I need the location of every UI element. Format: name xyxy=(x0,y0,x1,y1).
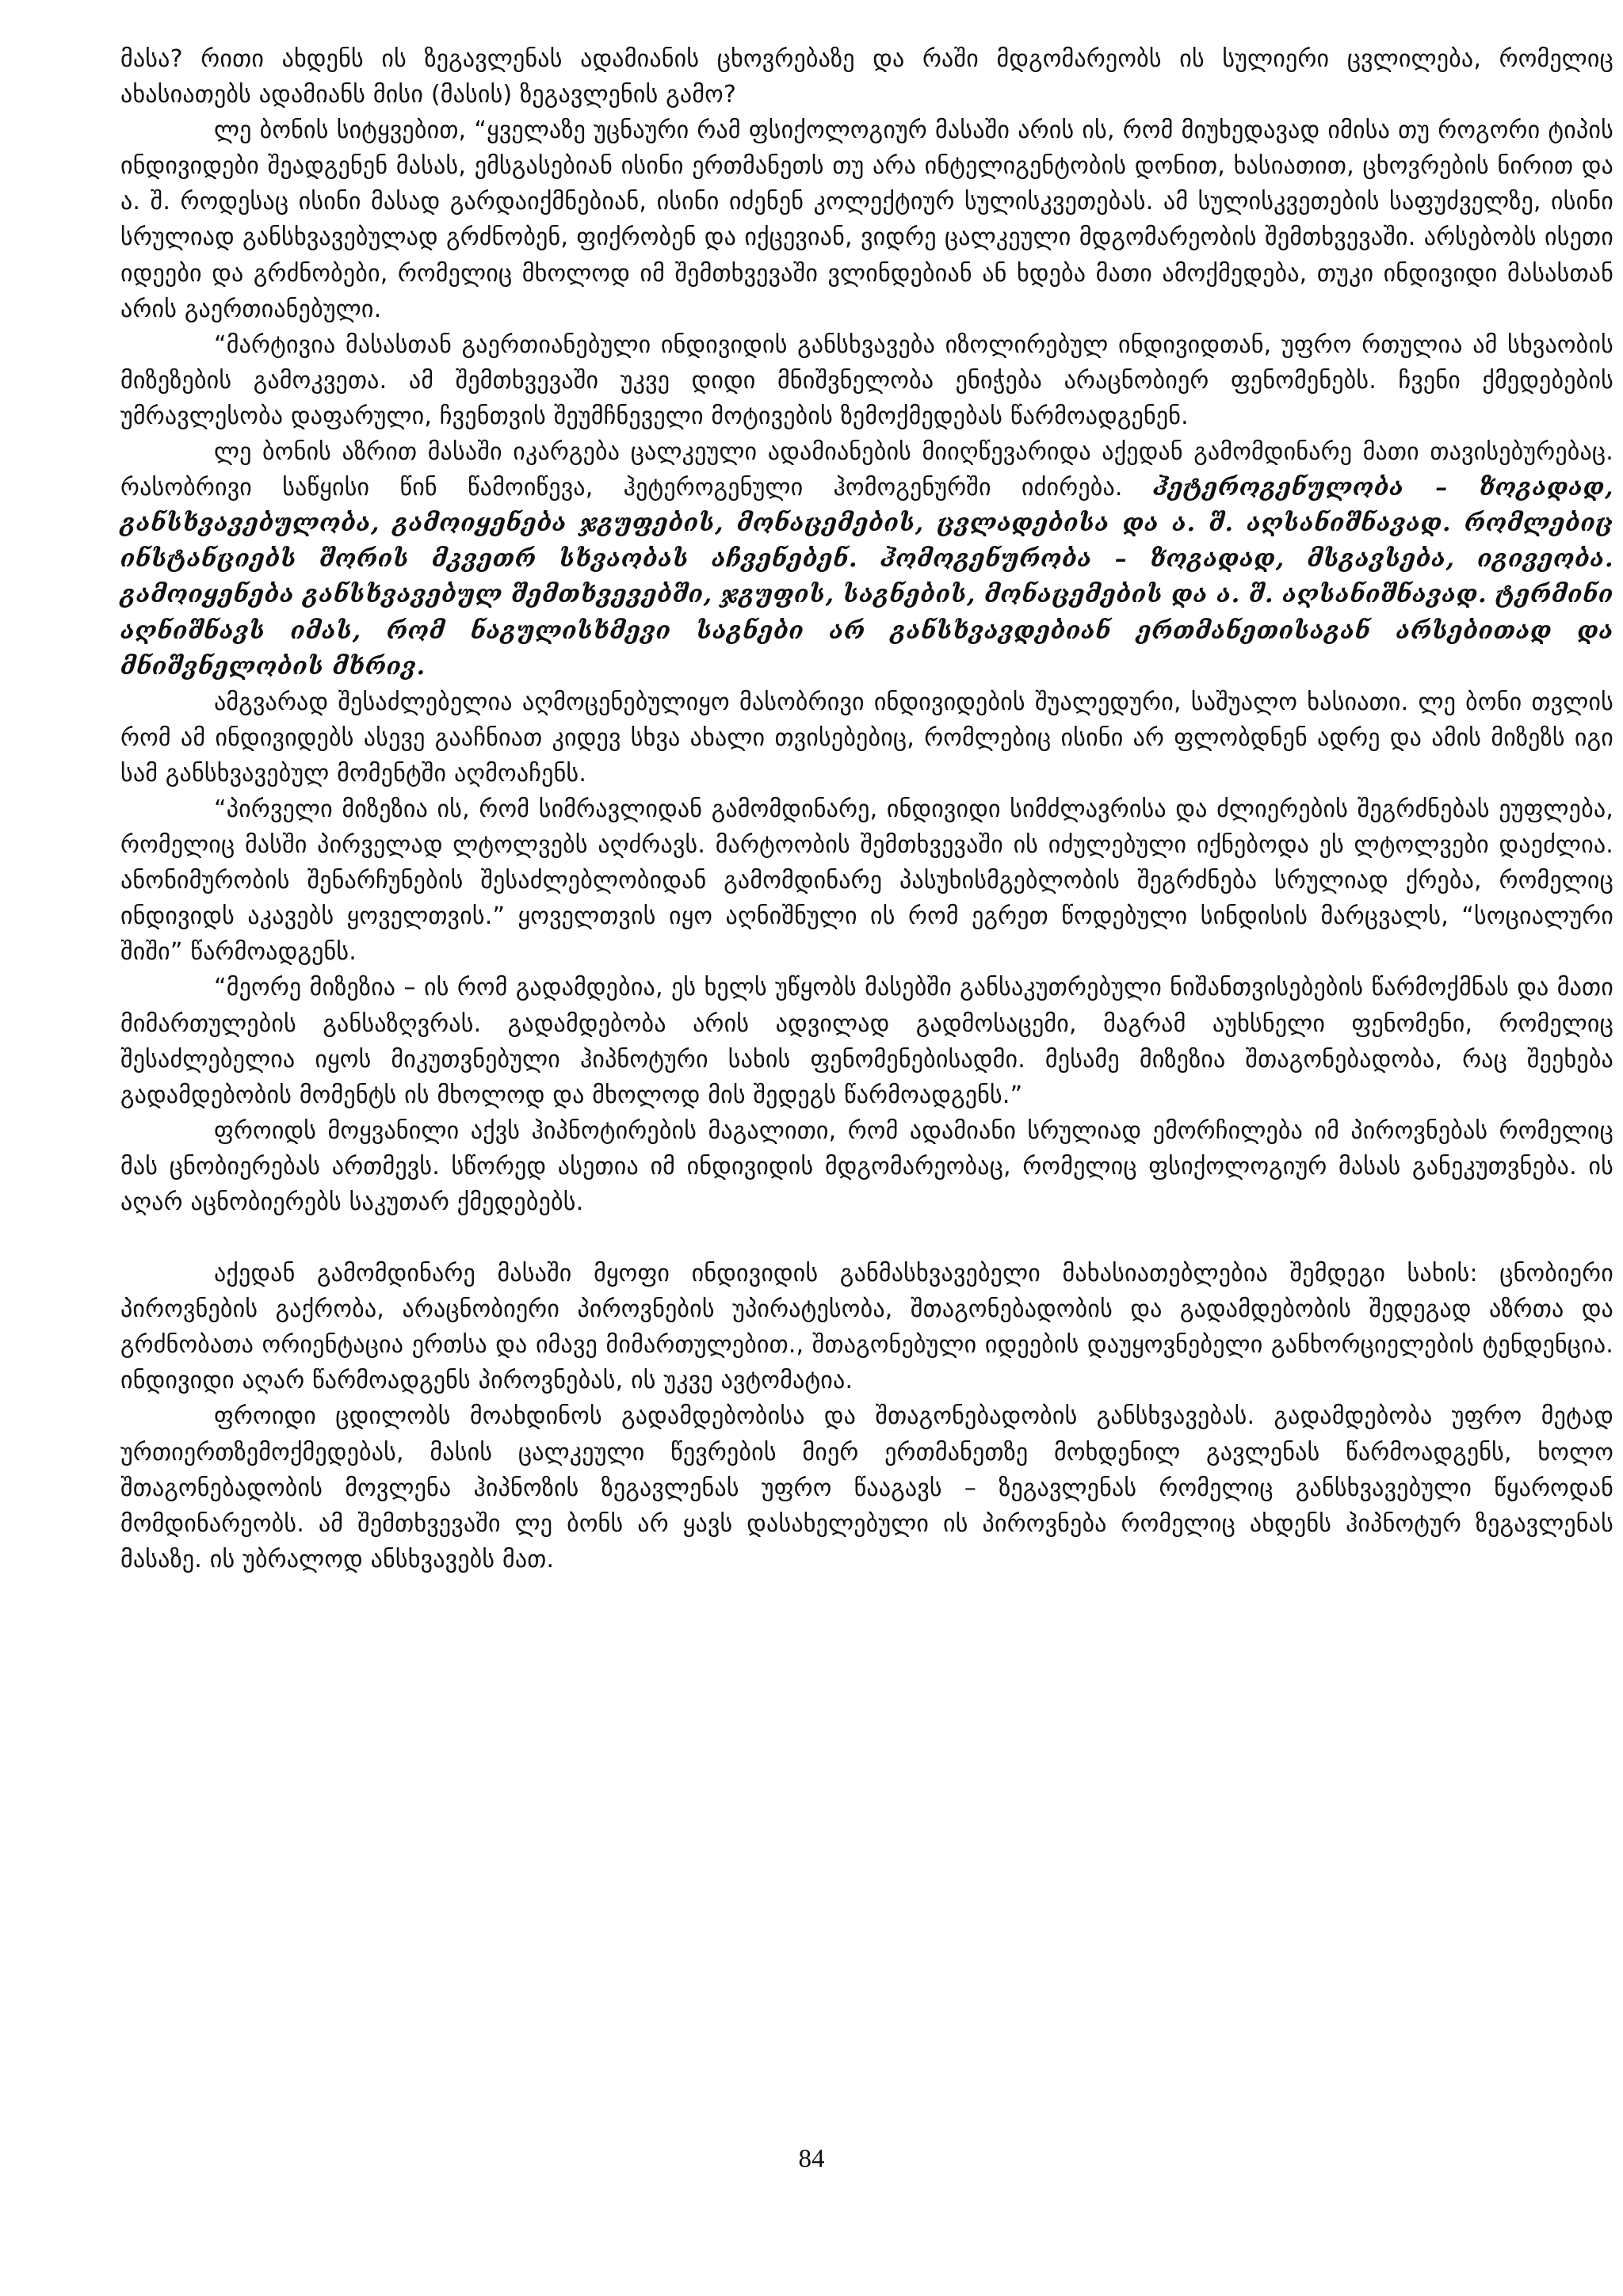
definition-note: ჰეტეროგენულობა – ზოგადად, განსხვავებულობა, გამოიყენება ჯგუფების, მონაცემების, ცვლადებისა და ა. შ. აღსანიშნავად. რომლებიც ინსტანციებს შორის მკვეთრ სხვაობას აჩვენებენ. ჰომოგენურობა – ზოგადად, მსგავსება, იგივეობა. გამოიყენება განსხვავებულ შემთხვევებში, ჯგუფის, საგნების, მონაცემების და ა. შ. აღსანიშნავად. ტერმინი აღნიშნავს იმას, რომ ნაგულისხმევი საგნები არ განსხვავდებიან ერთმანეთისაგან არსებითად და მნიშვნელობის მხრივ. xyxy=(120,474,1613,681)
paragraph-text: ფროიდი ცდილობს მოახდინოს გადამდებობისა და შთაგონებადობის განსხვავებას. გადამდებობა უფრო მეტად ურთიერთზემოქმედებას, მასის ცალკეული წევრების მიერ ერთმანეთზე მოხდენილ გავლენას წარმოადგენს, ხოლო შთაგონებადობის მოვლენა ჰიპნოზის ზეგავლენას უფრო წააგავს – ზეგავლენას რომელიც განსხვავებული წყაროდან მომდინარეობს. ამ შემთხვევაში ლე ბონს არ ყავს დასახელებული ის პიროვნება რომელიც ახდენს ჰიპნოტურ ზეგავლენას მასაზე. ის უბრალოდ ანსხვავებს მათ. xyxy=(120,1402,1613,1573)
document-body xyxy=(120,41,1613,1577)
paragraph-10 xyxy=(120,1398,1613,1577)
paragraph-text: ლე ბონის აზრით მასაში იკარგება ცალკეული ადამიანების მიიღწევარიდა აქედან გამომდინარე მათი თავისებურებაც. რასობრივი საწყისი წინ წამოიწევა, ჰეტეროგენული ჰომოგენურში იძირება. xyxy=(120,438,1613,502)
paragraph-3 xyxy=(120,327,1613,434)
paragraph-text: ამგვარად შესაძლებელია აღმოცენებულიყო მასობრივი ინდივიდების შუალედური, საშუალო ხასიათი. ლე ბონი თვლის რომ ამ ინდივიდებს ასევე გააჩნიათ კიდევ სხვა ახალი თვისებებიც, რომლებიც ისინი არ ფლობდნენ ადრე და ამის მიზეზს იგი სამ განსხვავებულ მომენტში აღმოაჩენს. xyxy=(120,688,1613,788)
paragraph-text: “მარტივია მასასთან გაერთიანებული ინდივიდის განსხვავება იზოლირებულ ინდივიდთან, უფრო რთულია ამ სხვაობის მიზეზების გამოკვეთა. ამ შემთხვევაში უკვე დიდი მნიშვნელობა ენიჭება არაცნობიერ ფენომენებს. ჩვენი ქმედებების უმრავლესობა დაფარული, ჩვენთვის შეუმჩნეველი მოტივების ზემოქმედებას წარმოადგენენ. xyxy=(120,330,1613,430)
paragraph-1 xyxy=(120,41,1613,113)
paragraph-4 xyxy=(120,434,1613,685)
paragraph-5 xyxy=(120,685,1613,791)
paragraph-text: “მეორე მიზეზია – ის რომ გადამდებია, ეს ხელს უწყობს მასებში განსაკუთრებული ნიშანთვისებების წარმოქმნას და მათი მიმართულების განსაზღვრას. გადამდებობა არის ადვილად გადმოსაცემი, მაგრამ აუხსნელი ფენომენი, რომელიც შესაძლებელია იყოს მიკუთვნებული ჰიპნოტური სახის ფენომენებისადმი. მესამე მიზეზია შთაგონებადობა, რაც შეეხება გადამდებობის მომენტს ის მხოლოდ და მხოლოდ მის შედეგს წარმოადგენს.” xyxy=(120,974,1613,1109)
paragraph-2 xyxy=(120,113,1613,327)
paragraph-7 xyxy=(120,970,1613,1112)
paragraph-6 xyxy=(120,791,1613,970)
paragraph-text: აქედან გამომდინარე მასაში მყოფი ინდივიდის განმასხვავებელი მახასიათებლებია შემდეგი სახის: ცნობიერი პიროვნების გაქრობა, არაცნობიერი პიროვნების უპირატესობა, შთაგონებადობის და გადამდებობის შედეგად აზრთა და გრძნობათა ორიენტაცია ერთსა და იმავე მიმართულებით., შთაგონებული იდეების დაუყოვნებელი განხორციელების ტენდენცია. ინდივიდი აღარ წარმოადგენს პიროვნებას, ის უკვე ავტომატია. xyxy=(120,1260,1613,1395)
paragraph-text: მასა? რითი ახდენს ის ზეგავლენას ადამიანის ცხოვრებაზე და რაში მდგომარეობს ის სულიერი ცვლილება, რომელიც ახასიათებს ადამიანს მისი (მასის) ზეგავლენის გამო? xyxy=(120,45,1613,109)
paragraph-8 xyxy=(120,1113,1613,1220)
paragraph-text: “პირველი მიზეზია ის, რომ სიმრავლიდან გამომდინარე, ინდივიდი სიმძლავრისა და ძლიერების შეგრძნებას ეუფლება, რომელიც მასში პირველად ლტოლვებს აღძრავს. მარტოობის შემთხვევაში ის იძულებული იქნებოდა ეს ლტოლვები დაეძლია. ანონიმურობის შენარჩუნების შესაძლებლობიდან გამომდინარე პასუხისმგებლობის შეგრძნება სრულიად ქრება, რომელიც ინდივიდს აკავებს ყოველთვის.” ყოველთვის იყო აღნიშნული ის რომ ეგრეთ წოდებული სინდისის მარცვალს, “სოციალური შიში” წარმოადგენს. xyxy=(120,795,1613,967)
paragraph-text: ლე ბონის სიტყვებით, “ყველაზე უცნაური რამ ფსიქოლოგიურ მასაში არის ის, რომ მიუხედავად იმისა თუ როგორი ტიპის ინდივიდები შეადგენენ მასას, ემსგასებიან ისინი ერთმანეთს თუ არა ინტელიგენტობის დონით, ხასიათით, ცხოვრების ნირით და ა. შ. როდესაც ისინი მასად გარდაიქმნებიან, ისინი იძენენ კოლექტიურ სულისკვეთებას. ამ სულისკვეთების საფუძველზე, ისინი სრულიად განსხვავებულად გრძნობენ, ფიქრობენ და იქცევიან, ვიდრე ცალკეული მდგომარეობის შემთხვევაში. არსებობს ისეთი იდეები და გრძნობები, რომელიც მხოლოდ იმ შემთხვევაში ვლინდებიან ან ხდება მათი ამოქმედება, თუკი ინდივიდი მასასთან არის გაერთიანებული. xyxy=(120,116,1613,323)
page-number: 84 xyxy=(798,2145,825,2173)
paragraph-9 xyxy=(120,1256,1613,1398)
paragraph-text: ფროიდს მოყვანილი აქვს ჰიპნოტირების მაგალითი, რომ ადამიანი სრულიად ემორჩილება იმ პიროვნებას რომელიც მას ცნობიერებას ართმევს. სწორედ ასეთია იმ ინდივიდის მდგომარეობაც, რომელიც ფსიქოლოგიურ მასას განეკუთვნება. ის აღარ აცნობიერებს საკუთარ ქმედებებს. xyxy=(120,1116,1613,1216)
